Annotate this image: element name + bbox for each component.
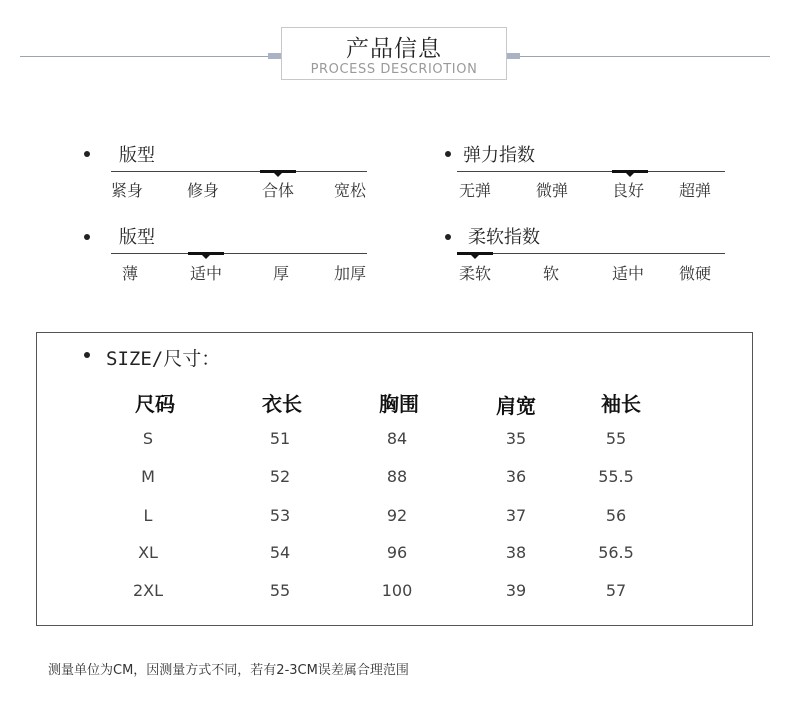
table-cell: 84 [386, 429, 408, 448]
attribute-title: 版型 [119, 145, 155, 166]
table-cell: 36 [505, 467, 527, 486]
selected-marker [260, 170, 296, 173]
attribute-option: 适中 [190, 264, 223, 283]
table-cell: 38 [505, 543, 527, 562]
attribute-option: 合体 [262, 181, 295, 200]
table-cell: XL [138, 543, 158, 562]
table-cell: 56.5 [598, 543, 634, 562]
attribute-option: 良好 [612, 181, 645, 200]
column-header-sleeve: 袖长 [601, 392, 641, 416]
header-box [281, 27, 507, 80]
table-cell: 55.5 [598, 467, 634, 486]
attribute-option: 柔软 [459, 264, 492, 283]
column-header-size: 尺码 [135, 392, 175, 416]
bullet-icon [84, 352, 90, 358]
table-cell: S [142, 429, 154, 448]
attribute-option: 薄 [122, 264, 139, 283]
table-cell: 53 [269, 506, 291, 525]
table-cell: 54 [269, 543, 291, 562]
attribute-option: 修身 [187, 181, 220, 200]
column-header-length: 衣长 [262, 392, 302, 416]
attribute-option: 微弹 [536, 181, 569, 200]
bullet-icon [445, 151, 451, 157]
measurement-note: 测量单位为CM，因测量方式不同，若有2-3CM误差属合理范围 [48, 663, 409, 678]
table-cell: 55 [605, 429, 627, 448]
table-cell: 100 [381, 581, 413, 600]
attribute-option: 紧身 [111, 181, 144, 200]
table-cell: 55 [269, 581, 291, 600]
attribute-title: 柔软指数 [468, 227, 540, 248]
attribute-option: 厚 [273, 264, 290, 283]
selected-marker [457, 252, 493, 255]
table-cell: 57 [605, 581, 627, 600]
attribute-rule [457, 253, 725, 254]
table-cell: L [143, 506, 153, 525]
column-header-shoulder: 肩宽 [496, 394, 536, 418]
attribute-option: 加厚 [334, 264, 367, 283]
selected-marker [612, 170, 648, 173]
table-cell: 56 [605, 506, 627, 525]
table-cell: 92 [386, 506, 408, 525]
table-cell: 51 [269, 429, 291, 448]
attribute-option: 无弹 [459, 181, 492, 200]
table-cell: 39 [505, 581, 527, 600]
attribute-option: 软 [543, 264, 560, 283]
table-cell: 52 [269, 467, 291, 486]
attribute-option: 宽松 [334, 181, 367, 200]
bullet-icon [84, 151, 90, 157]
header-rule-left [20, 56, 282, 57]
column-header-chest: 胸围 [379, 392, 419, 416]
attribute-option: 适中 [612, 264, 645, 283]
table-cell: 88 [386, 467, 408, 486]
attribute-title: 版型 [119, 227, 155, 248]
size-table-title: SIZE/尺寸： [106, 348, 221, 370]
attribute-rule [457, 171, 725, 172]
page-title: 产品信息 [346, 36, 442, 62]
table-cell: 37 [505, 506, 527, 525]
header-rule-right [507, 56, 770, 57]
page-subtitle: PROCESS DESCRIOTION [310, 62, 478, 77]
table-cell: 35 [505, 429, 527, 448]
attribute-title: 弹力指数 [463, 145, 535, 166]
attribute-option: 超弹 [679, 181, 712, 200]
table-cell: 2XL [132, 581, 164, 600]
attribute-rule [111, 171, 367, 172]
attribute-option: 微硬 [679, 264, 712, 283]
attribute-rule [111, 253, 367, 254]
table-cell: M [141, 467, 155, 486]
table-cell: 96 [386, 543, 408, 562]
selected-marker [188, 252, 224, 255]
bullet-icon [445, 234, 451, 240]
bullet-icon [84, 234, 90, 240]
